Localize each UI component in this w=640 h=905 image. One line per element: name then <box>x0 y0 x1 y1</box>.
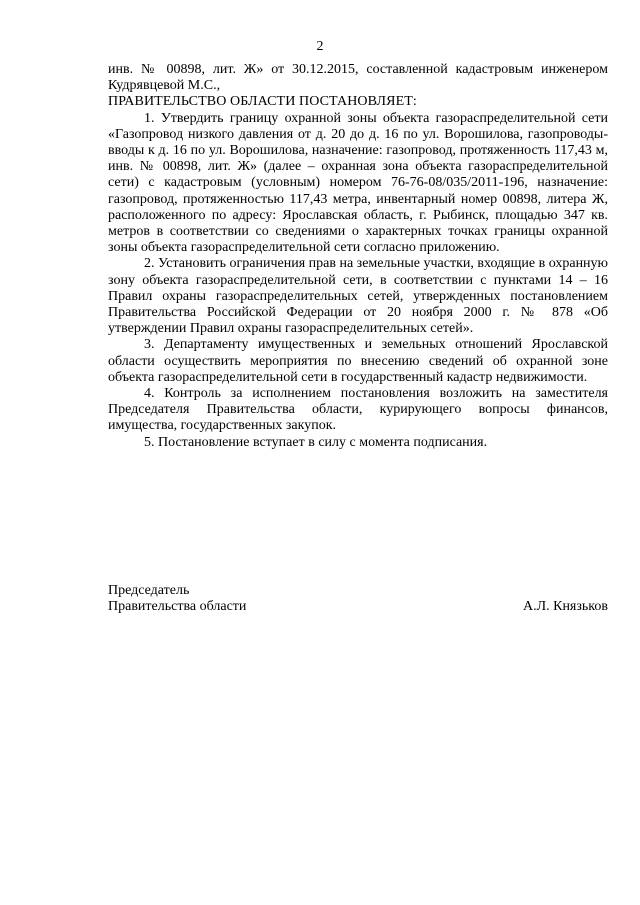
signatory-name: А.Л. Князьков <box>523 599 608 615</box>
point-4: 4. Контроль за исполнением постановления возложить на заместителя Председателя Правительства области, курирующего вопросы финансов, имущества, государственных закупок. <box>108 386 608 434</box>
document-body <box>108 62 608 451</box>
decree-heading: ПРАВИТЕЛЬСТВО ОБЛАСТИ ПОСТАНОВЛЯЕТ: <box>108 94 417 110</box>
signatory-title-line1: Председатель <box>108 583 190 598</box>
point-3: 3. Департаменту имущественных и земельных отношений Ярославской области осуществить мероприятия по внесению сведений об охранной зоне объекта газораспределительной сети в государственный кадастр недвижимости. <box>108 337 608 385</box>
signatory-title-line2: Правительства области <box>108 599 247 615</box>
signature-line <box>108 599 608 615</box>
intro-paragraph: инв. № 00898, лит. Ж» от 30.12.2015, составленной кадастровым инженером Кудрявцевой М.С., <box>108 62 608 94</box>
signature-block <box>108 583 608 616</box>
page-number: 2 <box>316 39 324 54</box>
point-2: 2. Установить ограничения прав на земельные участки, входящие в охранную зону объекта газораспределительной сети, в соответствии с пунктами 14 – 16 Правил охраны газораспределительных сетей, утвержденных постановлением Правительства Российской Федерации от 20 ноября 2000 г. № 878 «Об утверждении Правил охраны газораспределительных сетей». <box>108 256 609 337</box>
point-5: 5. Постановление вступает в силу с момента подписания. <box>144 434 488 450</box>
point-1: 1. Утвердить границу охранной зоны объекта газораспределительной сети «Газопровод низкого давления от д. 20 до д. 16 по ул. Ворошилова, газопроводы-вводы к д. 16 по ул. Ворошилова, назначение: газопровод, протяженность 117,43 м, инв. № 00898, лит. Ж» (далее – охранная зона объекта газораспределительной сети) с кадастровым (условным) номером 76-76-08/035/2011-196, назначение: газопровод, протяженностью 117,43 метра, инвентарный номер 00898, литера Ж, расположенного по адресу: Ярославская область, г. Рыбинск, площадью 347 кв. метров в соответствии со сведениями о характерных точках границы охранной зоны объекта газораспределительной сети согласно приложению. <box>108 110 608 256</box>
